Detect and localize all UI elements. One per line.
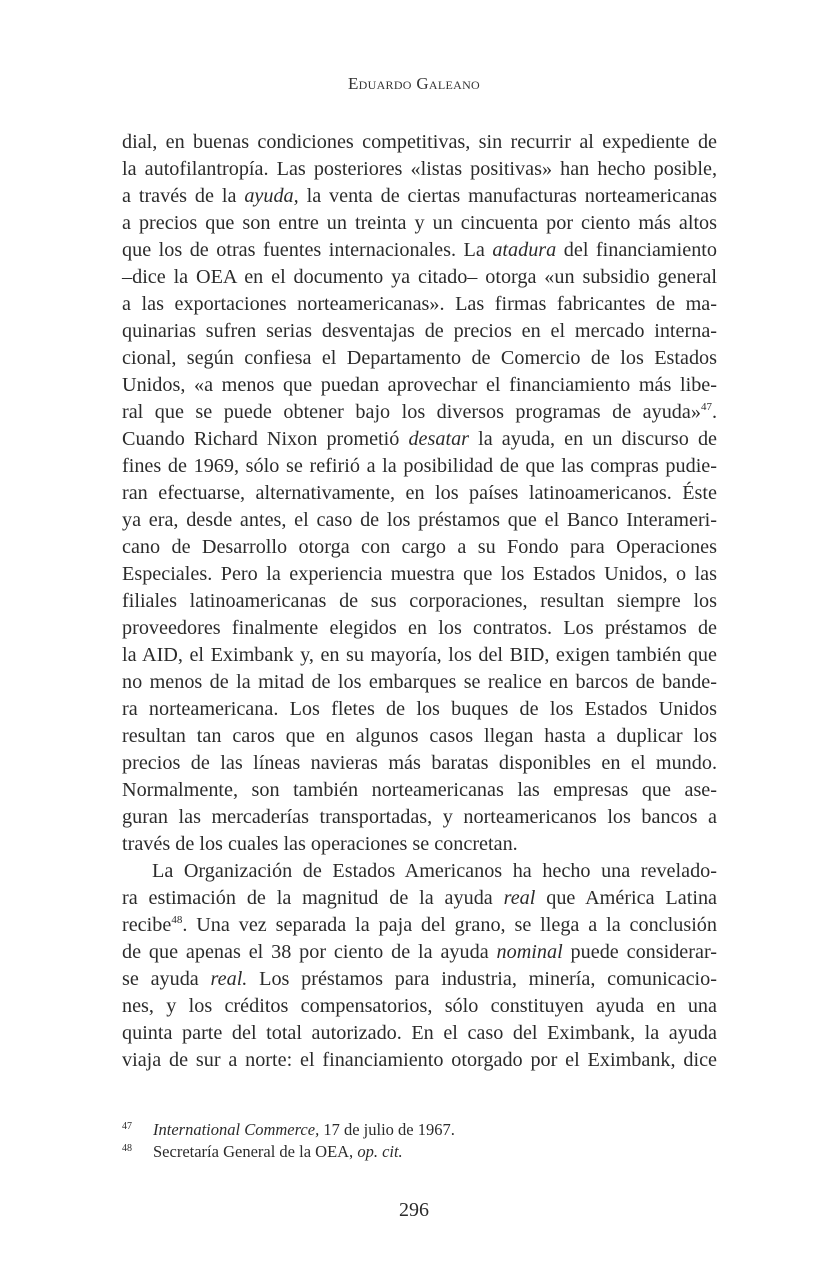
italic-text: desatar — [408, 428, 470, 450]
text-segment: ra norteamericana. Los fletes de los buques de los Estados Unidos — [122, 698, 717, 720]
text-line — [122, 885, 717, 912]
text-segment: que América Latina — [535, 887, 717, 909]
text-segment: ran efectuarse, alternativamente, en los países latinoamericanos. Éste — [122, 482, 717, 504]
text-segment: precios de las líneas navieras más baratas disponibles en el mundo. — [122, 752, 717, 774]
text-segment: cional, según confiesa el Departamento de Comercio de los Estados — [122, 347, 717, 369]
footnote — [122, 1141, 717, 1163]
text-segment: del financiamiento — [556, 239, 718, 261]
text-line — [122, 399, 717, 426]
footnote-number: 47 — [122, 1121, 132, 1132]
text-segment: Cuando Richard Nixon prometió — [122, 428, 409, 450]
italic-text: real — [503, 887, 536, 909]
text-segment: quinarias sufren serias desventajas de precios en el mercado interna- — [122, 320, 717, 342]
text-segment: fines de 1969, sólo se refirió a la posibilidad de que las compras pudie- — [122, 455, 717, 477]
text-segment: la autofilantropía. Las posteriores «listas positivas» han hecho posible, — [122, 158, 717, 180]
text-segment: quinta parte del total autorizado. En el caso del Eximbank, la ayuda — [122, 1022, 717, 1044]
text-line — [122, 696, 717, 723]
text-segment: filiales latinoamericanas de sus corporaciones, resultan siempre los — [122, 590, 717, 612]
text-line — [122, 561, 717, 588]
italic-text: real. — [210, 968, 248, 990]
text-line — [122, 912, 717, 939]
text-segment: Secretaría General de la OEA, — [153, 1142, 358, 1161]
italic-text: ayuda, — [244, 185, 299, 207]
text-line — [122, 156, 717, 183]
footnote — [122, 1119, 717, 1141]
text-line — [122, 480, 717, 507]
text-segment: Unidos, «a menos que puedan aprovechar el financiamiento más libe- — [122, 374, 717, 396]
text-line — [122, 642, 717, 669]
text-segment: a precios que son entre un treinta y un cincuenta por ciento más altos — [122, 212, 717, 234]
text-segment: proveedores finalmente elegidos en los contratos. Los préstamos de — [122, 617, 717, 639]
text-line — [122, 804, 717, 831]
text-segment: cano de Desarrollo otorga con cargo a su Fondo para Operaciones — [122, 536, 717, 558]
text-line — [122, 291, 717, 318]
text-line — [122, 858, 717, 885]
footnote-reference: 47 — [700, 401, 712, 413]
text-segment: –dice la OEA en el documento ya citado– otorga «un subsidio general — [122, 266, 717, 288]
text-line — [122, 264, 717, 291]
text-segment: ral que se puede obtener bajo los diversos programas de ayuda» — [122, 401, 701, 423]
text-line — [122, 237, 717, 264]
text-line — [122, 507, 717, 534]
text-segment: . — [711, 401, 717, 423]
text-segment: la venta de ciertas manufacturas norteamericanas — [298, 185, 717, 207]
italic-text: op. cit. — [357, 1142, 403, 1161]
text-segment: la ayuda, en un discurso de — [469, 428, 717, 450]
text-line — [122, 615, 717, 642]
text-segment: 17 de julio de 1967. — [319, 1120, 455, 1139]
text-segment: se ayuda — [122, 968, 211, 990]
text-line — [122, 750, 717, 777]
text-segment: Normalmente, son también norteamericanas las empresas que ase- — [122, 779, 717, 801]
text-line — [122, 129, 717, 156]
text-line — [122, 183, 717, 210]
text-segment: puede considerar- — [562, 941, 717, 963]
text-segment: ra estimación de la magnitud de la ayuda — [122, 887, 504, 909]
text-line — [122, 777, 717, 804]
text-line — [122, 993, 717, 1020]
text-segment: . Una vez separada la paja del grano, se llega a la conclusión — [182, 914, 717, 936]
text-line — [122, 588, 717, 615]
running-head: Eduardo Galeano — [347, 74, 481, 93]
body-text — [122, 129, 717, 1074]
text-line — [122, 453, 717, 480]
text-segment: viaja de sur a norte: el financiamiento otorgado por el Eximbank, dice — [122, 1049, 717, 1071]
text-segment: Especiales. Pero la experiencia muestra que los Estados Unidos, o las — [122, 563, 717, 585]
footnote-reference: 48 — [171, 914, 183, 926]
text-segment: Los préstamos para industria, minería, comunicacio- — [247, 968, 717, 990]
italic-text: International Commerce, — [153, 1120, 320, 1139]
text-segment: de que apenas el 38 por ciento de la ayuda — [122, 941, 497, 963]
text-line — [122, 723, 717, 750]
text-line — [122, 966, 717, 993]
text-segment: la AID, el Eximbank y, en su mayoría, los del BID, exigen también que — [122, 644, 717, 666]
text-line — [122, 831, 717, 858]
footnotes — [122, 1119, 717, 1163]
text-segment: dial, en buenas condiciones competitivas, sin recurrir al expediente de — [122, 131, 717, 153]
text-line — [122, 426, 717, 453]
text-line — [122, 345, 717, 372]
text-line — [122, 1020, 717, 1047]
text-segment: a las exportaciones norteamericanas». Las firmas fabricantes de ma- — [122, 293, 717, 315]
text-segment: no menos de la mitad de los embarques se realice en barcos de bande- — [122, 671, 717, 693]
text-segment: nes, y los créditos compensatorios, sólo constituyen ayuda en una — [122, 995, 717, 1017]
text-line — [122, 939, 717, 966]
text-segment: ya era, desde antes, el caso de los préstamos que el Banco Interameri- — [122, 509, 717, 531]
page-number: 296 — [399, 1199, 429, 1221]
text-line — [122, 210, 717, 237]
text-segment: recibe — [122, 914, 172, 936]
text-segment: La Organización de Estados Americanos ha hecho una revelado- — [152, 860, 717, 882]
text-segment: través de los cuales las operaciones se concretan. — [122, 833, 518, 855]
text-segment: que los de otras fuentes internacionales. La — [122, 239, 493, 261]
text-segment: guran las mercaderías transportadas, y norteamericanos los bancos a — [122, 806, 717, 828]
text-line — [122, 1047, 717, 1074]
italic-text: nominal — [496, 941, 563, 963]
text-segment: a través de la — [122, 185, 245, 207]
italic-text: atadura — [492, 239, 557, 261]
text-line — [122, 372, 717, 399]
text-segment: resultan tan caros que en algunos casos llegan hasta a duplicar los — [122, 725, 717, 747]
text-line — [122, 534, 717, 561]
text-line — [122, 669, 717, 696]
text-line — [122, 318, 717, 345]
footnote-number: 48 — [122, 1143, 132, 1154]
